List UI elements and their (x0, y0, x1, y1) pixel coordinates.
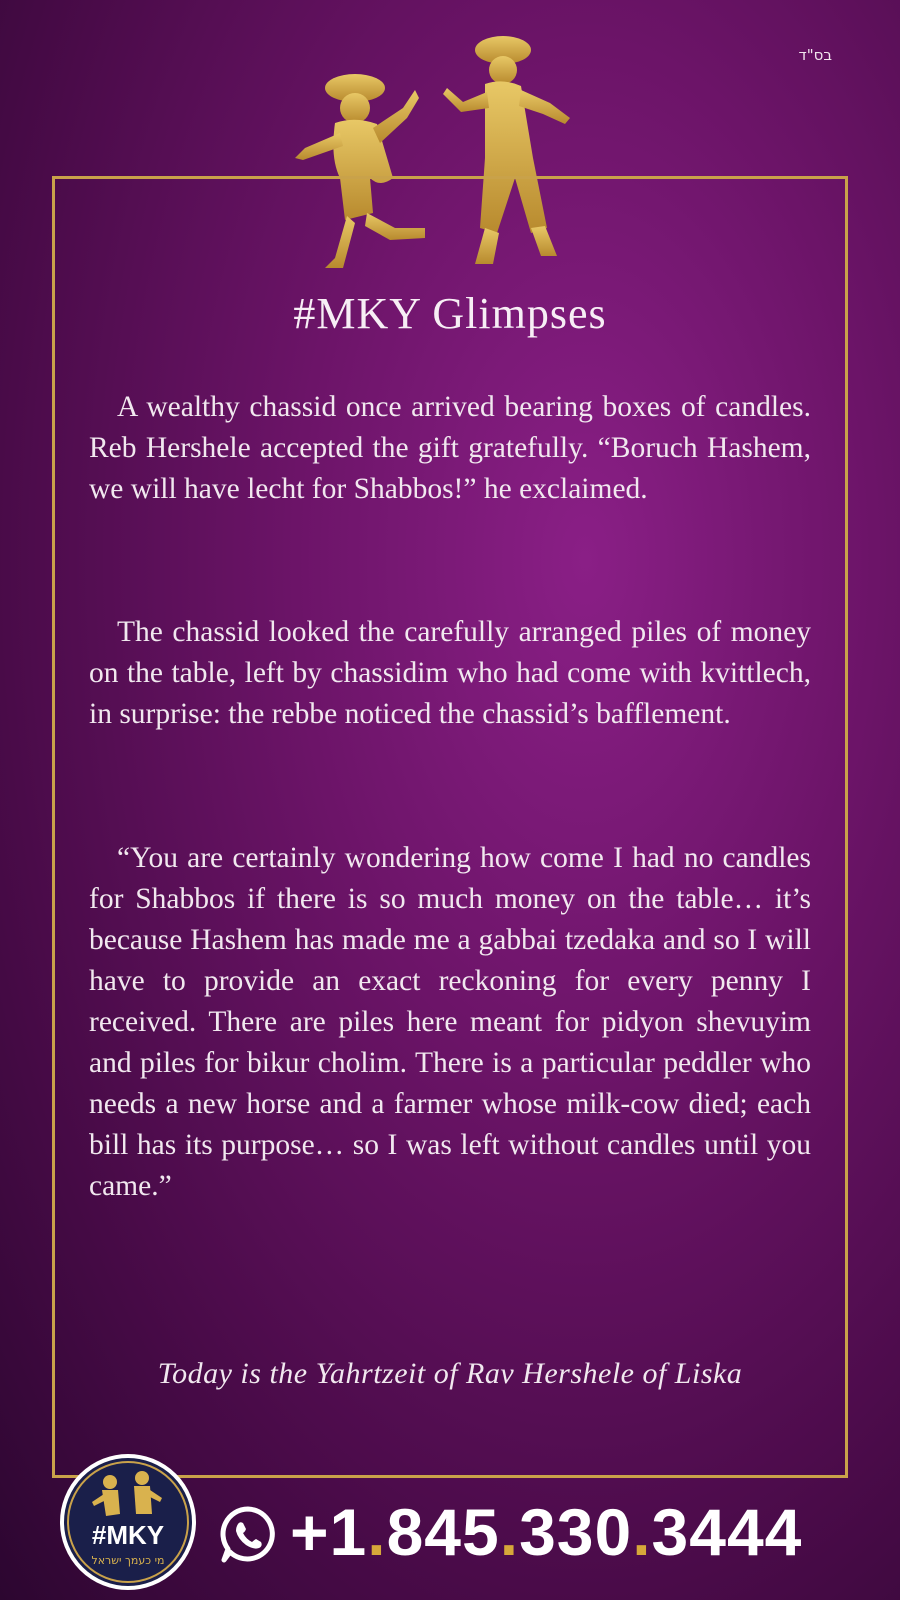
phone-dot-2: . (499, 1495, 520, 1569)
phone-dot-1: . (367, 1495, 387, 1569)
paragraph-1: A wealthy chassid once arrived bearing boxes of candles. Reb Hershele accepted the gift gratefully. “Boruch Hashem, we will have lecht for Shabbos!” he exclaimed. (89, 391, 811, 505)
paragraph-3: “You are certainly wondering how come I had no candles for Shabbos if there is so much money on the table… it’s because Hashem has made me a gabbai tzedaka and so I will have to provide an exact reckoning for every penny I received. There are piles here meant for pidyon shevuyim and piles for bikur cholim. There is a particular peddler who needs a new horse and a farmer whose milk-cow died; each bill has its purpose… so I was left without candles until you came.” (89, 842, 811, 1202)
logo-text: #MKY (91, 1520, 165, 1550)
header-bsd-mark: בס"ד (798, 46, 832, 64)
phone-part-4: 3444 (651, 1495, 803, 1569)
mky-logo[interactable] (58, 1452, 198, 1592)
phone-part-1: +1 (290, 1495, 368, 1569)
phone-dot-3: . (632, 1495, 652, 1569)
whatsapp-icon[interactable] (218, 1504, 278, 1564)
yahrtzeit-note: Today is the Yahrtzeit of Rav Hershele of Liska (157, 1357, 743, 1390)
page-title: #MKY Glimpses (293, 289, 607, 338)
phone-part-2: 845 (386, 1495, 500, 1569)
logo-subtext: מי כעמך ישראל (91, 1554, 165, 1567)
phone-number[interactable] (290, 1494, 802, 1570)
paragraph-2: The chassid looked the carefully arranged piles of money on the table, left by chassidim who had come with kvittlech, in surprise: the rebbe noticed the chassid’s bafflement. (89, 616, 811, 730)
gold-frame (52, 176, 848, 1478)
phone-part-3: 330 (519, 1495, 633, 1569)
